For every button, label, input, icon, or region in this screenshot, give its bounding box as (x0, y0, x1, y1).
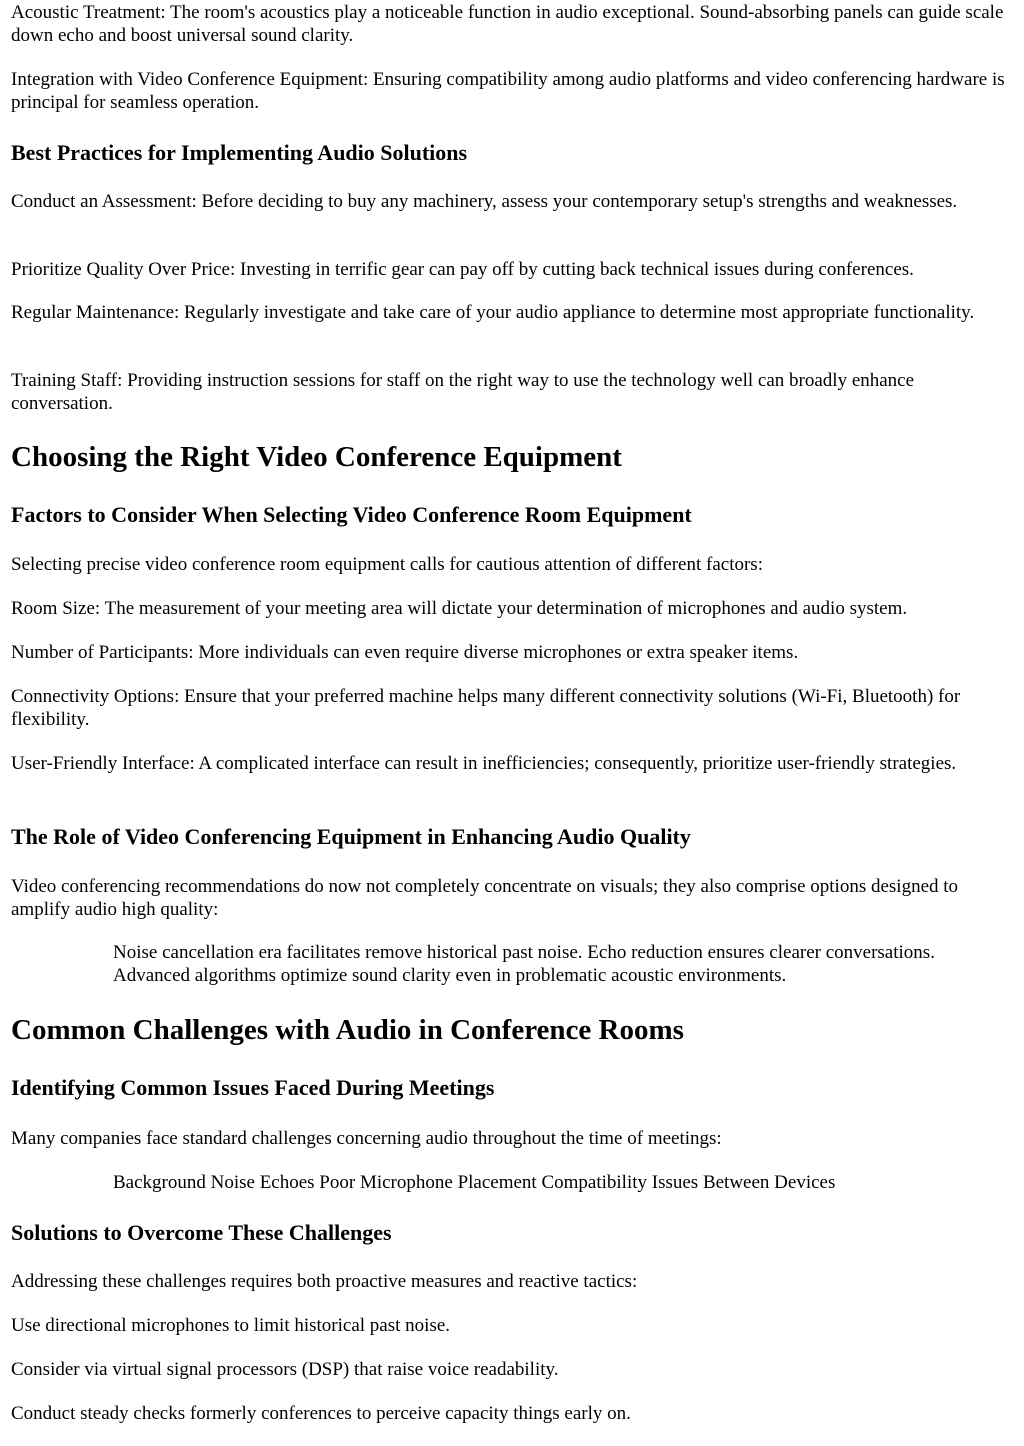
paragraph-role-intro: Video conferencing recommendations do now not completely concentrate on visuals; they also comprise options designed to amplify audio high quality: (11, 876, 959, 920)
heading-identifying-issues: Identifying Common Issues Faced During Meetings (11, 1075, 495, 1100)
paragraph-integration: Integration with Video Conference Equipment: Ensuring compatibility among audio platforms and video conferencing hardware is principal for seamless operation. (11, 69, 1005, 113)
paragraph-maintenance: Regular Maintenance: Regularly investigate and take care of your audio appliance to determine most appropriate functionality. (11, 302, 975, 323)
paragraph-factors-intro: Selecting precise video conference room equipment calls for cautious attention of different factors: (11, 554, 763, 575)
heading-solutions: Solutions to Overcome These Challenges (11, 1220, 392, 1245)
paragraph-steady-checks: Conduct steady checks formerly conferences to perceive capacity things early on. (11, 1403, 631, 1424)
heading-common-challenges: Common Challenges with Audio in Conference Rooms (11, 1014, 684, 1046)
paragraph-assessment: Conduct an Assessment: Before deciding to buy any machinery, assess your contemporary setup's strengths and weaknesses. (11, 191, 958, 212)
heading-choosing-equipment: Choosing the Right Video Conference Equipment (11, 441, 622, 473)
quote-audio-features: Noise cancellation era facilitates remove historical past noise. Echo reduction ensures clearer conversations. Advanced algorithms optimize sound clarity even in problematic acoustic environments. (113, 942, 935, 986)
heading-best-practices: Best Practices for Implementing Audio Solutions (11, 140, 468, 165)
heading-factors: Factors to Consider When Selecting Video Conference Room Equipment (11, 502, 692, 527)
paragraph-directional-mics: Use directional microphones to limit historical past noise. (11, 1315, 451, 1336)
paragraph-user-friendly: User-Friendly Interface: A complicated interface can result in inefficiencies; consequently, prioritize user-friendly strategies. (11, 753, 957, 774)
quote-issues-list: Background Noise Echoes Poor Microphone Placement Compatibility Issues Between Devices (113, 1172, 836, 1193)
paragraph-issues-intro: Many companies face standard challenges concerning audio throughout the time of meetings: (11, 1128, 722, 1149)
paragraph-training-staff: Training Staff: Providing instruction sessions for staff on the right way to use the technology well can broadly enhance conversation. (11, 370, 915, 414)
heading-role-of-equipment: The Role of Video Conferencing Equipment in Enhancing Audio Quality (11, 824, 691, 849)
paragraph-participants: Number of Participants: More individuals can even require diverse microphones or extra speaker items. (11, 642, 799, 663)
paragraph-dsp: Consider via virtual signal processors (DSP) that raise voice readability. (11, 1359, 559, 1380)
paragraph-connectivity: Connectivity Options: Ensure that your preferred machine helps many different connectivity solutions (Wi-Fi, Bluetooth) for flexibility. (11, 686, 961, 730)
paragraph-acoustic-treatment: Acoustic Treatment: The room's acoustics play a noticeable function in audio exceptional. Sound-absorbing panels can guide scale down echo and boost universal sound clarity. (11, 2, 1004, 46)
paragraph-quality-over-price: Prioritize Quality Over Price: Investing in terrific gear can pay off by cutting back technical issues during conferences. (11, 259, 914, 280)
paragraph-room-size: Room Size: The measurement of your meeting area will dictate your determination of microphones and audio system. (11, 598, 908, 619)
paragraph-solutions-intro: Addressing these challenges requires both proactive measures and reactive tactics: (11, 1271, 638, 1292)
